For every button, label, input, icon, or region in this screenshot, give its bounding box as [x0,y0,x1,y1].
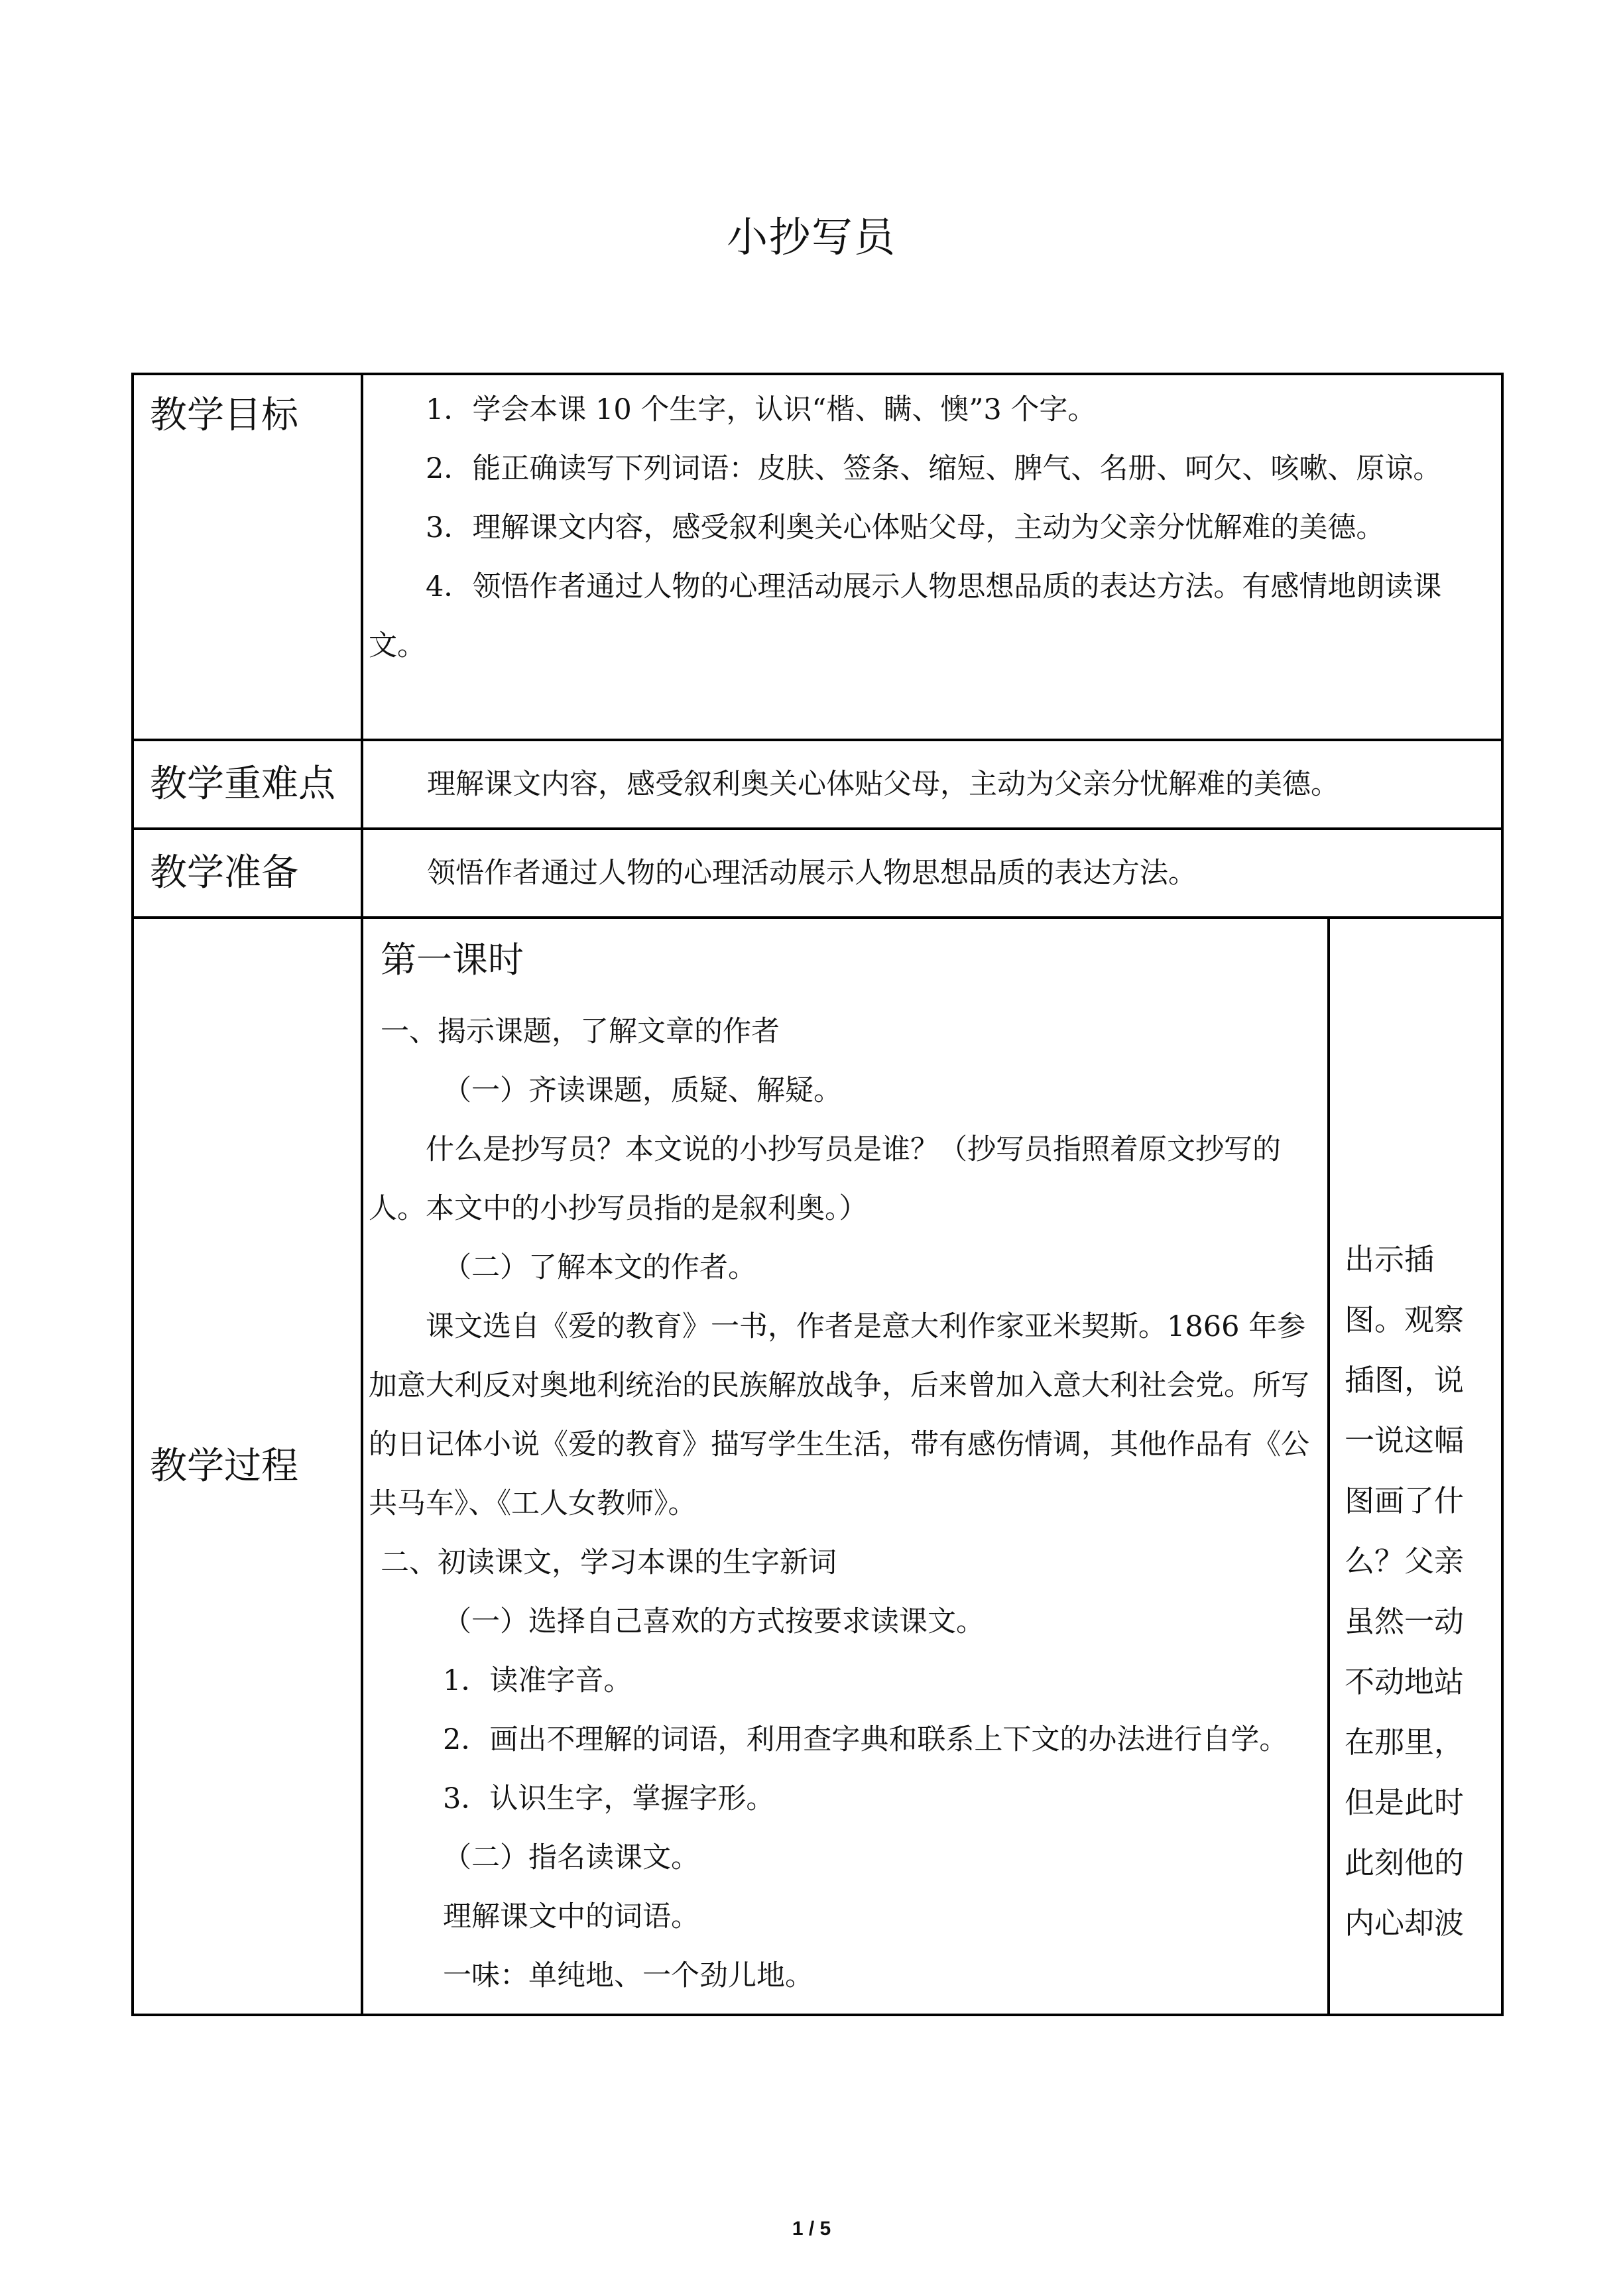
paragraph: 什么是抄写员？本文说的小抄写员是谁？（抄写员指照着原文抄写的人。本文中的小抄写员指的是叙利奥。） [369,1133,1281,1225]
subsection-heading: （二）了解本文的作者。 [443,1251,756,1284]
preparation-label: 教学准备 [150,851,298,894]
process-row [133,918,1502,2015]
key-points-label: 教学重难点 [150,762,335,806]
objectives-list [363,375,1501,684]
lesson-heading: 第一课时 [381,939,524,981]
document-title: 小抄写员 [726,213,896,261]
list-item: 2．画出不理解的词语，利用查字典和联系上下文的办法进行自学。 [443,1723,1288,1756]
key-points-text: 理解课文内容，感受叙利奥关心体贴父母，主动为父亲分忧解难的美德。 [427,768,1339,801]
objective-item: 2．能正确读写下列词语：皮肤、签条、缩短、脾气、名册、呵欠、咳嗽、原谅。 [426,452,1442,485]
objective-item: 1．学会本课 10 个生字，认识“楷、瞒、懊”3 个字。 [426,393,1097,426]
paragraph: 理解课文中的词语。 [443,1900,699,1933]
objectives-label: 教学目标 [150,394,298,437]
side-note: 出示插图。观察插图，说一说这幅图画了什么？父亲虽然一动不动地站在那里，但是此时此刻他的内心却波 [1345,1242,1465,1941]
preparation-text: 领悟作者通过人物的心理活动展示人物思想品质的表达方法。 [427,857,1197,890]
list-item: 1．读准字音。 [443,1664,632,1697]
process-content [363,919,1327,2014]
process-label: 教学过程 [150,1444,298,1488]
objectives-row [133,374,1502,740]
section-heading: 一、揭示课题，了解文章的作者 [381,1015,780,1048]
subsection-heading: （二）指名读课文。 [443,1841,699,1874]
subsection-heading: （一）齐读课题，质疑、解疑。 [443,1074,842,1107]
key-points-row [133,740,1502,829]
subsection-heading: （一）选择自己喜欢的方式按要求读课文。 [443,1605,985,1638]
paragraph: 课文选自《爱的教育》一书，作者是意大利作家亚米契斯。1866 年参加意大利反对奥地利统治的民族解放战争，后来曾加入意大利社会党。所写的日记体小说《爱的教育》描写学生生活，带有感伤情调，其他作品有《公共马车》、《工人女教师》。 [369,1310,1309,1520]
list-item: 3．认识生字，掌握字形。 [443,1782,775,1815]
section-heading: 二、初读课文，学习本课的生字新词 [381,1546,837,1579]
page-number: 1 / 5 [792,2218,831,2240]
paragraph: 一味：单纯地、一个劲儿地。 [443,1959,813,1992]
preparation-row [133,829,1502,918]
objective-item: 3．理解课文内容，感受叙利奥关心体贴父母，主动为父亲分忧解难的美德。 [426,511,1385,544]
lesson-plan-table [131,373,1504,2016]
objective-item: 4．领悟作者通过人物的心理活动展示人物思想品质的表达方法。有感情地朗读课文。 [369,570,1442,662]
